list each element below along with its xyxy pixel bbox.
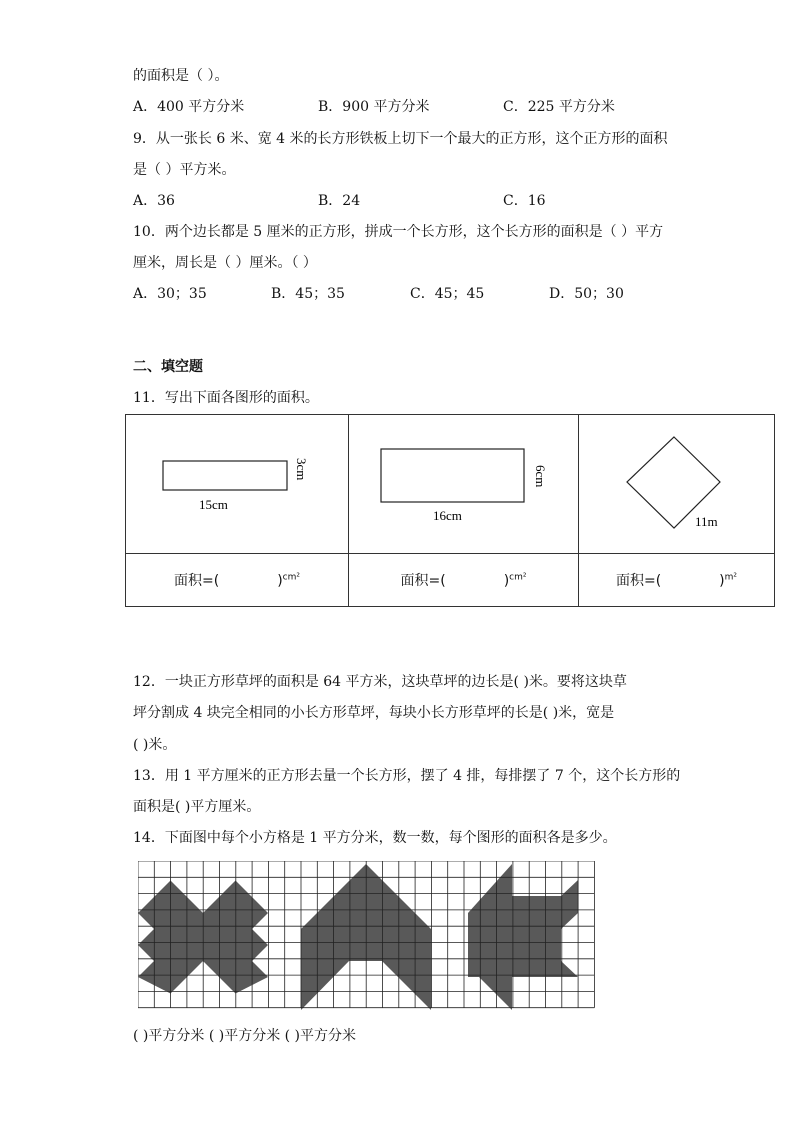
figure-rectangle-1: [126, 415, 349, 554]
q8-option-b[interactable]: B．900 平方分米: [318, 99, 430, 115]
square-side-label: 11m: [695, 514, 718, 529]
q10-option-d[interactable]: D．50；30: [549, 286, 624, 302]
figure-rectangle-2: [349, 415, 579, 554]
q12-line2: 坪分割成 4 块完全相同的小长方形草坪，每块小长方形草坪的长是( )米，宽是: [133, 705, 615, 721]
rectangle-2-shape: [381, 449, 524, 502]
answer-1-unit: cm²: [282, 572, 300, 583]
q11-text: 11．写出下面各图形的面积。: [133, 390, 319, 406]
answer-3-prefix: 面积=(: [615, 573, 662, 589]
section-heading: 二、填空题: [133, 359, 203, 375]
rectangle-2-width-label: 16cm: [433, 508, 462, 523]
figure-square: [579, 415, 775, 554]
answer-cell-1[interactable]: [126, 554, 349, 607]
answer-cell-3[interactable]: [579, 554, 775, 607]
q12-line1: 12．一块正方形草坪的面积是 64 平方米，这块草坪的边长是( )米。要将这块草: [133, 674, 627, 690]
q8-option-a[interactable]: A．400 平方分米: [133, 99, 245, 115]
rectangle-1-drawing: [126, 415, 348, 549]
answer-3-suffix: ): [719, 573, 725, 589]
q9-option-a[interactable]: A．36: [133, 193, 175, 209]
answer-1-prefix: 面积=(: [174, 573, 220, 589]
answer-cell-2[interactable]: [349, 554, 579, 607]
q13-line2: 面积是( )平方厘米。: [133, 799, 261, 815]
q10-option-c[interactable]: C．45；45: [410, 286, 485, 302]
q9-option-c[interactable]: C．16: [503, 193, 546, 209]
grid-figure: [138, 861, 598, 1011]
rectangle-2-height-label: 6cm: [533, 465, 548, 488]
q9-option-b[interactable]: B．24: [318, 193, 361, 209]
answer-2-unit: cm²: [509, 572, 527, 583]
q14-text: 14．下面图中每个小方格是 1 平方分米，数一数，每个图形的面积各是多少。: [133, 830, 617, 846]
q10-option-b[interactable]: B．45；35: [271, 286, 345, 302]
q8-text: 的面积是（ ）。: [133, 68, 229, 84]
rectangle-2-drawing: [349, 415, 578, 549]
q14-answers: ( )平方分米 ( )平方分米 ( )平方分米: [133, 1028, 357, 1044]
answer-2-prefix: 面积=(: [400, 573, 446, 589]
q10-option-a[interactable]: A．30；35: [133, 286, 207, 302]
q13-line1: 13．用 1 平方厘米的正方形去量一个长方形，摆了 4 排，每排摆了 7 个，这个长方形的: [133, 768, 681, 784]
q8-option-c[interactable]: C．225 平方分米: [503, 99, 615, 115]
q12-line3: ( )米。: [133, 737, 177, 753]
q9-line2: 是（ ）平方米。: [133, 162, 236, 178]
rectangle-1-height-label: 3cm: [294, 458, 309, 481]
shapes-table: [125, 414, 775, 607]
q9-line1: 9．从一张长 6 米、宽 4 米的长方形铁板上切下一个最大的正方形，这个正方形的面积: [133, 131, 668, 147]
q10-line2: 厘米，周长是（ ）厘米。（ ）: [133, 255, 317, 271]
rectangle-1-shape: [163, 461, 287, 490]
rectangle-1-width-label: 15cm: [199, 497, 228, 512]
answer-1-suffix: ): [277, 573, 283, 589]
square-drawing: [579, 415, 774, 549]
q10-line1: 10．两个边长都是 5 厘米的正方形，拼成一个长方形，这个长方形的面积是（ ）平方: [133, 224, 664, 240]
answer-3-unit: m²: [724, 572, 738, 583]
answer-2-suffix: ): [503, 573, 510, 589]
